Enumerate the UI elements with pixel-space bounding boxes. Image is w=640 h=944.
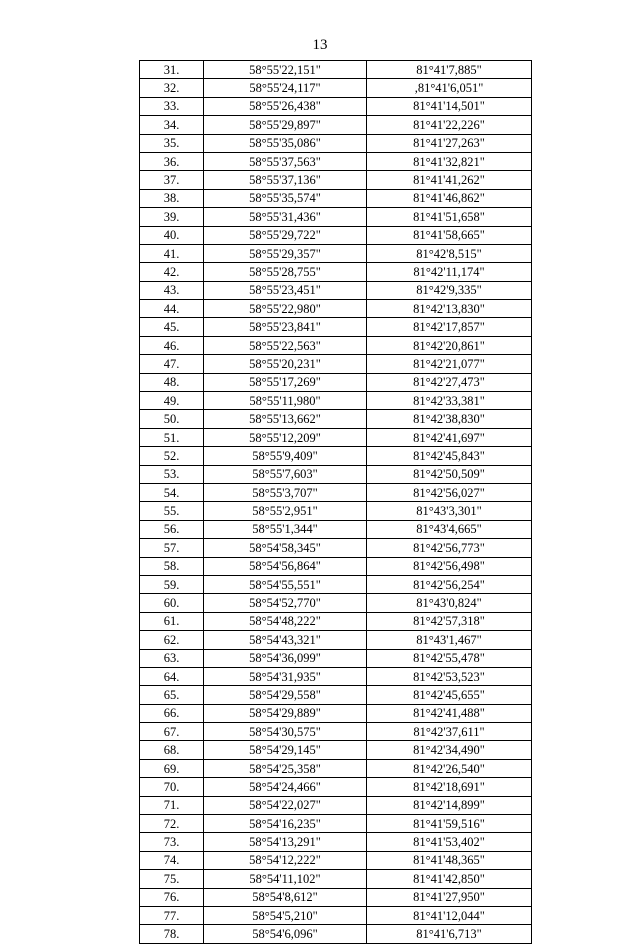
point-number-cell: 66. [140,704,204,722]
table-row [140,667,532,685]
longitude-cell: 81°41'48,365" [367,851,532,869]
table-row [140,79,532,97]
latitude-cell: 58°55'29,357" [204,244,367,262]
table-row [140,759,532,777]
latitude-cell: 58°55'23,841" [204,318,367,336]
latitude-cell: 58°55'35,086" [204,134,367,152]
latitude-cell: 58°55'29,897" [204,116,367,134]
latitude-cell: 58°54'16,235" [204,815,367,833]
point-number-cell: 69. [140,759,204,777]
table-row [140,318,532,336]
table-row [140,355,532,373]
table-row [140,741,532,759]
latitude-cell: 58°55'37,136" [204,171,367,189]
table-row [140,778,532,796]
table-row [140,594,532,612]
longitude-cell: 81°42'17,857" [367,318,532,336]
latitude-cell: 58°54'13,291" [204,833,367,851]
point-number-cell: 70. [140,778,204,796]
latitude-cell: 58°54'55,551" [204,575,367,593]
longitude-cell: 81°41'51,658" [367,208,532,226]
latitude-cell: 58°55'22,151" [204,61,367,79]
table-row [140,833,532,851]
point-number-cell: 42. [140,263,204,281]
latitude-cell: 58°55'12,209" [204,428,367,446]
latitude-cell: 58°54'29,145" [204,741,367,759]
latitude-cell: 58°55'35,574" [204,189,367,207]
coordinates-table-body [140,61,532,944]
point-number-cell: 78. [140,925,204,943]
longitude-cell: 81°42'11,174" [367,263,532,281]
point-number-cell: 43. [140,281,204,299]
longitude-cell: 81°42'41,697" [367,428,532,446]
point-number-cell: 35. [140,134,204,152]
table-row [140,226,532,244]
latitude-cell: 58°55'37,563" [204,152,367,170]
longitude-cell: 81°42'8,515" [367,244,532,262]
longitude-cell: 81°42'20,861" [367,336,532,354]
point-number-cell: 59. [140,575,204,593]
longitude-cell: 81°41'6,713" [367,925,532,943]
point-number-cell: 65. [140,686,204,704]
point-number-cell: 68. [140,741,204,759]
table-row [140,575,532,593]
latitude-cell: 58°55'20,231" [204,355,367,373]
longitude-cell: 81°42'38,830" [367,410,532,428]
longitude-cell: 81°42'50,509" [367,465,532,483]
point-number-cell: 41. [140,244,204,262]
latitude-cell: 58°54'29,889" [204,704,367,722]
latitude-cell: 58°55'29,722" [204,226,367,244]
table-row [140,851,532,869]
latitude-cell: 58°54'58,345" [204,539,367,557]
table-row [140,686,532,704]
longitude-cell: 81°41'22,226" [367,116,532,134]
point-number-cell: 48. [140,373,204,391]
latitude-cell: 58°55'22,563" [204,336,367,354]
longitude-cell: 81°42'37,611" [367,723,532,741]
latitude-cell: 58°55'31,436" [204,208,367,226]
latitude-cell: 58°55'23,451" [204,281,367,299]
longitude-cell: 81°42'56,027" [367,483,532,501]
table-row [140,244,532,262]
longitude-cell: 81°42'56,773" [367,539,532,557]
point-number-cell: 45. [140,318,204,336]
point-number-cell: 44. [140,300,204,318]
table-row [140,410,532,428]
table-row [140,483,532,501]
latitude-cell: 58°54'22,027" [204,796,367,814]
longitude-cell: 81°41'58,665" [367,226,532,244]
point-number-cell: 37. [140,171,204,189]
table-row [140,612,532,630]
table-row [140,557,532,575]
point-number-cell: 33. [140,97,204,115]
table-row [140,723,532,741]
longitude-cell: 81°42'21,077" [367,355,532,373]
latitude-cell: 58°54'5,210" [204,906,367,924]
longitude-cell: 81°42'9,335" [367,281,532,299]
longitude-cell: 81°43'4,665" [367,520,532,538]
longitude-cell: 81°42'34,490" [367,741,532,759]
table-row [140,263,532,281]
point-number-cell: 38. [140,189,204,207]
table-row [140,171,532,189]
longitude-cell: 81°42'55,478" [367,649,532,667]
longitude-cell: 81°42'41,488" [367,704,532,722]
latitude-cell: 58°55'9,409" [204,447,367,465]
longitude-cell: 81°41'42,850" [367,870,532,888]
latitude-cell: 58°55'28,755" [204,263,367,281]
table-row [140,888,532,906]
point-number-cell: 46. [140,336,204,354]
table-row [140,925,532,943]
point-number-cell: 47. [140,355,204,373]
longitude-cell: 81°42'13,830" [367,300,532,318]
point-number-cell: 67. [140,723,204,741]
point-number-cell: 73. [140,833,204,851]
longitude-cell: 81°42'56,254" [367,575,532,593]
latitude-cell: 58°54'56,864" [204,557,367,575]
point-number-cell: 56. [140,520,204,538]
table-row [140,392,532,410]
table-row [140,336,532,354]
point-number-cell: 55. [140,502,204,520]
longitude-cell: 81°42'56,498" [367,557,532,575]
point-number-cell: 72. [140,815,204,833]
point-number-cell: 75. [140,870,204,888]
longitude-cell: 81°42'18,691" [367,778,532,796]
point-number-cell: 58. [140,557,204,575]
longitude-cell: 81°41'59,516" [367,815,532,833]
longitude-cell: 81°42'45,843" [367,447,532,465]
table-row [140,300,532,318]
table-row [140,61,532,79]
point-number-cell: 62. [140,631,204,649]
latitude-cell: 58°54'36,099" [204,649,367,667]
longitude-cell: 81°41'27,263" [367,134,532,152]
point-number-cell: 51. [140,428,204,446]
longitude-cell: 81°41'12,044" [367,906,532,924]
point-number-cell: 36. [140,152,204,170]
table-row [140,428,532,446]
latitude-cell: 58°54'31,935" [204,667,367,685]
latitude-cell: 58°55'1,344" [204,520,367,538]
latitude-cell: 58°55'13,662" [204,410,367,428]
point-number-cell: 76. [140,888,204,906]
longitude-cell: ,81°41'6,051" [367,79,532,97]
table-row [140,796,532,814]
point-number-cell: 74. [140,851,204,869]
longitude-cell: 81°41'32,821" [367,152,532,170]
table-row [140,704,532,722]
table-row [140,373,532,391]
longitude-cell: 81°42'14,899" [367,796,532,814]
longitude-cell: 81°43'0,824" [367,594,532,612]
latitude-cell: 58°55'22,980" [204,300,367,318]
point-number-cell: 34. [140,116,204,134]
table-row [140,152,532,170]
longitude-cell: 81°43'1,467" [367,631,532,649]
table-row [140,815,532,833]
longitude-cell: 81°41'41,262" [367,171,532,189]
coordinates-table [139,60,532,944]
latitude-cell: 58°54'12,222" [204,851,367,869]
table-row [140,97,532,115]
point-number-cell: 57. [140,539,204,557]
table-row [140,116,532,134]
point-number-cell: 32. [140,79,204,97]
table-row [140,502,532,520]
point-number-cell: 77. [140,906,204,924]
latitude-cell: 58°54'11,102" [204,870,367,888]
table-row [140,465,532,483]
latitude-cell: 58°54'48,222" [204,612,367,630]
point-number-cell: 50. [140,410,204,428]
point-number-cell: 71. [140,796,204,814]
table-row [140,208,532,226]
latitude-cell: 58°54'29,558" [204,686,367,704]
table-row [140,189,532,207]
longitude-cell: 81°42'45,655" [367,686,532,704]
point-number-cell: 40. [140,226,204,244]
point-number-cell: 52. [140,447,204,465]
latitude-cell: 58°55'7,603" [204,465,367,483]
latitude-cell: 58°55'24,117" [204,79,367,97]
longitude-cell: 81°42'53,523" [367,667,532,685]
latitude-cell: 58°55'2,951" [204,502,367,520]
table-row [140,539,532,557]
latitude-cell: 58°54'8,612" [204,888,367,906]
page-number: 13 [312,37,328,53]
longitude-cell: 81°42'26,540" [367,759,532,777]
table-row [140,281,532,299]
point-number-cell: 63. [140,649,204,667]
point-number-cell: 53. [140,465,204,483]
longitude-cell: 81°41'7,885" [367,61,532,79]
latitude-cell: 58°55'3,707" [204,483,367,501]
table-row [140,447,532,465]
point-number-cell: 39. [140,208,204,226]
longitude-cell: 81°41'27,950" [367,888,532,906]
latitude-cell: 58°54'30,575" [204,723,367,741]
table-row [140,631,532,649]
latitude-cell: 58°55'11,980" [204,392,367,410]
longitude-cell: 81°41'46,862" [367,189,532,207]
latitude-cell: 58°54'6,096" [204,925,367,943]
point-number-cell: 31. [140,61,204,79]
latitude-cell: 58°54'24,466" [204,778,367,796]
latitude-cell: 58°54'52,770" [204,594,367,612]
table-row [140,520,532,538]
longitude-cell: 81°41'53,402" [367,833,532,851]
longitude-cell: 81°42'27,473" [367,373,532,391]
point-number-cell: 60. [140,594,204,612]
longitude-cell: 81°42'33,381" [367,392,532,410]
longitude-cell: 81°42'57,318" [367,612,532,630]
latitude-cell: 58°54'43,321" [204,631,367,649]
table-row [140,906,532,924]
latitude-cell: 58°54'25,358" [204,759,367,777]
point-number-cell: 49. [140,392,204,410]
point-number-cell: 61. [140,612,204,630]
table-row [140,649,532,667]
table-row [140,870,532,888]
point-number-cell: 64. [140,667,204,685]
latitude-cell: 58°55'17,269" [204,373,367,391]
table-row [140,134,532,152]
point-number-cell: 54. [140,483,204,501]
longitude-cell: 81°43'3,301" [367,502,532,520]
longitude-cell: 81°41'14,501" [367,97,532,115]
latitude-cell: 58°55'26,438" [204,97,367,115]
